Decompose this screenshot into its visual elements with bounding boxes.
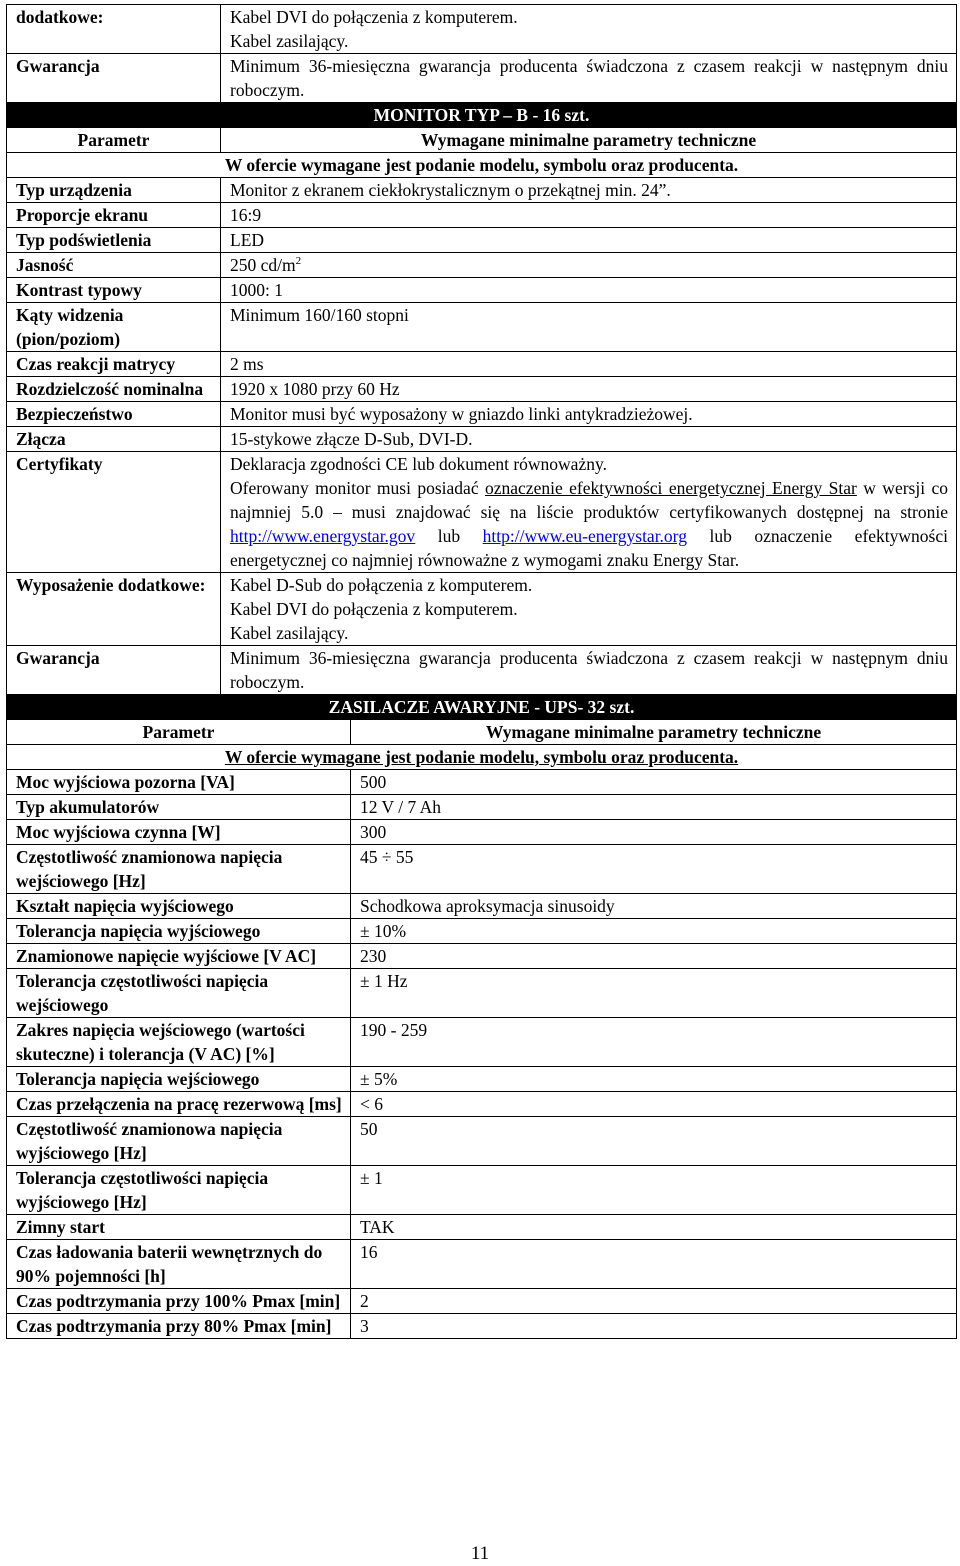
row-value: LED (221, 228, 957, 253)
table-row (7, 573, 957, 646)
offer-note: W ofercie wymagane jest podanie modelu, symbolu oraz producenta. (7, 153, 957, 178)
row-label: Zakres napięcia wejściowego (wartości skuteczne) i tolerancja (V AC) [%] (7, 1018, 351, 1067)
eu-energystar-link[interactable]: http://www.eu-energystar.org (482, 526, 687, 546)
row-value: Monitor musi być wyposażony w gniazdo linki antykradzieżowej. (221, 402, 957, 427)
row-value: Schodkowa aproksymacja sinusoidy (351, 894, 957, 919)
row-label: Czas ładowania baterii wewnętrznych do 90% pojemności [h] (7, 1240, 351, 1289)
table-row (7, 203, 957, 228)
table-row (7, 352, 957, 377)
header-row (7, 720, 957, 745)
table-row (7, 646, 957, 695)
table-row (7, 54, 957, 103)
param-header: Parametr (7, 128, 221, 153)
row-label: Gwarancja (7, 54, 221, 103)
row-label: Typ podświetlenia (7, 228, 221, 253)
section-title: MONITOR TYP – B - 16 szt. (7, 103, 957, 128)
table-row (7, 969, 957, 1018)
value-line: Kabel zasilający. (230, 31, 349, 51)
row-label: Znamionowe napięcie wyjściowe [V AC] (7, 944, 351, 969)
table-row (7, 178, 957, 203)
table-row (7, 1067, 957, 1092)
row-label: dodatkowe: (7, 5, 221, 54)
energy-label-text: oznaczenie efektywności energetycznej Energy Star (485, 478, 857, 498)
row-label: Tolerancja napięcia wyjściowego (7, 919, 351, 944)
row-value: 12 V / 7 Ah (351, 795, 957, 820)
value-line: Kabel zasilający. (230, 623, 349, 643)
table-row (7, 5, 957, 54)
table-row (7, 1166, 957, 1215)
row-value: 2 (351, 1289, 957, 1314)
table-row (7, 1240, 957, 1289)
row-value: TAK (351, 1215, 957, 1240)
row-value (221, 253, 957, 278)
row-label: Tolerancja częstotliwości napięcia wyjściowego [Hz] (7, 1166, 351, 1215)
table-row (7, 253, 957, 278)
row-value: ± 5% (351, 1067, 957, 1092)
section-band (7, 695, 957, 720)
row-label: Kontrast typowy (7, 278, 221, 303)
row-value (221, 452, 957, 573)
table-row (7, 278, 957, 303)
table-row (7, 1117, 957, 1166)
table-row (7, 402, 957, 427)
table-row (7, 845, 957, 894)
header-row (7, 128, 957, 153)
table-row (7, 377, 957, 402)
table-row (7, 1314, 957, 1339)
row-value: < 6 (351, 1092, 957, 1117)
row-value: Minimum 160/160 stopni (221, 303, 957, 352)
row-value: 230 (351, 944, 957, 969)
row-label: Typ urządzenia (7, 178, 221, 203)
row-label: Moc wyjściowa czynna [W] (7, 820, 351, 845)
row-value: 500 (351, 770, 957, 795)
table-row (7, 795, 957, 820)
table-row (7, 303, 957, 352)
note-row (7, 153, 957, 178)
row-label: Częstotliwość znamionowa napięcia wyjściowego [Hz] (7, 1117, 351, 1166)
table-row (7, 1092, 957, 1117)
row-label: Czas przełączenia na pracę rezerwową [ms] (7, 1092, 351, 1117)
row-label: Tolerancja częstotliwości napięcia wejściowego (7, 969, 351, 1018)
row-value (221, 573, 957, 646)
param-header: Parametr (7, 720, 351, 745)
row-label: Bezpieczeństwo (7, 402, 221, 427)
value-line: Kabel DVI do połączenia z komputerem. (230, 599, 518, 619)
row-label: Moc wyjściowa pozorna [VA] (7, 770, 351, 795)
req-header: Wymagane minimalne parametry techniczne (351, 720, 957, 745)
row-value: ± 1 Hz (351, 969, 957, 1018)
brightness-value: 250 cd/m (230, 255, 296, 275)
ups-rows (7, 770, 957, 1339)
row-label: Gwarancja (7, 646, 221, 695)
section-title: ZASILACZE AWARYJNE - UPS- 32 szt. (7, 695, 957, 720)
value-line: Kabel DVI do połączenia z komputerem. (230, 7, 518, 27)
row-label: Kształt napięcia wyjściowego (7, 894, 351, 919)
note-row (7, 745, 957, 770)
row-value: 1920 x 1080 przy 60 Hz (221, 377, 957, 402)
cert-line: Deklaracja zgodności CE lub dokument równoważny. (230, 454, 607, 474)
row-label: Jasność (7, 253, 221, 278)
row-value: ± 10% (351, 919, 957, 944)
table-row (7, 1289, 957, 1314)
row-label: Czas reakcji matrycy (7, 352, 221, 377)
row-value: 2 ms (221, 352, 957, 377)
row-value: 1000: 1 (221, 278, 957, 303)
value-line: Kabel D-Sub do połączenia z komputerem. (230, 575, 533, 595)
ups-spec-table (6, 694, 957, 1339)
row-label: Proporcje ekranu (7, 203, 221, 228)
table-row (7, 894, 957, 919)
row-label: Częstotliwość znamionowa napięcia wejściowego [Hz] (7, 845, 351, 894)
row-value: 50 (351, 1117, 957, 1166)
row-label: Typ akumulatorów (7, 795, 351, 820)
row-label: Czas podtrzymania przy 80% Pmax [min] (7, 1314, 351, 1339)
table-row (7, 820, 957, 845)
cert-text: lub (415, 526, 483, 546)
row-value: Minimum 36-miesięczna gwarancja producenta świadczona z czasem reakcji w następnym dniu roboczym. (221, 54, 957, 103)
row-value: Monitor z ekranem ciekłokrystalicznym o przekątnej min. 24”. (221, 178, 957, 203)
table-row (7, 452, 957, 573)
row-value: Minimum 36-miesięczna gwarancja producenta świadczona z czasem reakcji w następnym dniu roboczym. (221, 646, 957, 695)
page-number: 11 (470, 1543, 490, 1564)
row-label: Certyfikaty (7, 452, 221, 573)
row-value: 190 - 259 (351, 1018, 957, 1067)
offer-note-text: W ofercie wymagane jest podanie modelu, symbolu oraz producenta. (224, 747, 739, 767)
table-row (7, 919, 957, 944)
row-value: 15-stykowe złącze D-Sub, DVI-D. (221, 427, 957, 452)
row-value: ± 1 (351, 1166, 957, 1215)
row-value: 300 (351, 820, 957, 845)
section-band (7, 103, 957, 128)
monitor-spec-table (6, 4, 957, 695)
row-label: Czas podtrzymania przy 100% Pmax [min] (7, 1289, 351, 1314)
req-header: Wymagane minimalne parametry techniczne (221, 128, 957, 153)
row-value: 45 ÷ 55 (351, 845, 957, 894)
table-row (7, 427, 957, 452)
table-row (7, 1018, 957, 1067)
cert-text: lub oznaczenie efektywności energetycznej co najmniej równoważne z wymogami znaku Energy Star. (230, 526, 948, 570)
row-value (221, 5, 957, 54)
row-label: Tolerancja napięcia wejściowego (7, 1067, 351, 1092)
cert-text: Oferowany monitor musi posiadać (230, 478, 485, 498)
table-row (7, 944, 957, 969)
document-page (6, 4, 956, 1339)
row-value: 16:9 (221, 203, 957, 228)
row-value: 16 (351, 1240, 957, 1289)
table-row (7, 770, 957, 795)
offer-note (7, 745, 957, 770)
row-label: Złącza (7, 427, 221, 452)
table-row (7, 1215, 957, 1240)
row-label: Rozdzielczość nominalna (7, 377, 221, 402)
superscript: 2 (295, 255, 302, 268)
row-label: Kąty widzenia (pion/poziom) (7, 303, 221, 352)
energystar-gov-link[interactable]: http://www.energystar.gov (230, 526, 416, 546)
table-row (7, 228, 957, 253)
cert-text: w wersji co najmniej 5.0 – musi znajdować się na liście produktów certyfikowanych dostępnej na stronie (230, 478, 948, 522)
row-label: Wyposażenie dodatkowe: (7, 573, 221, 646)
row-value: 3 (351, 1314, 957, 1339)
row-label: Zimny start (7, 1215, 351, 1240)
